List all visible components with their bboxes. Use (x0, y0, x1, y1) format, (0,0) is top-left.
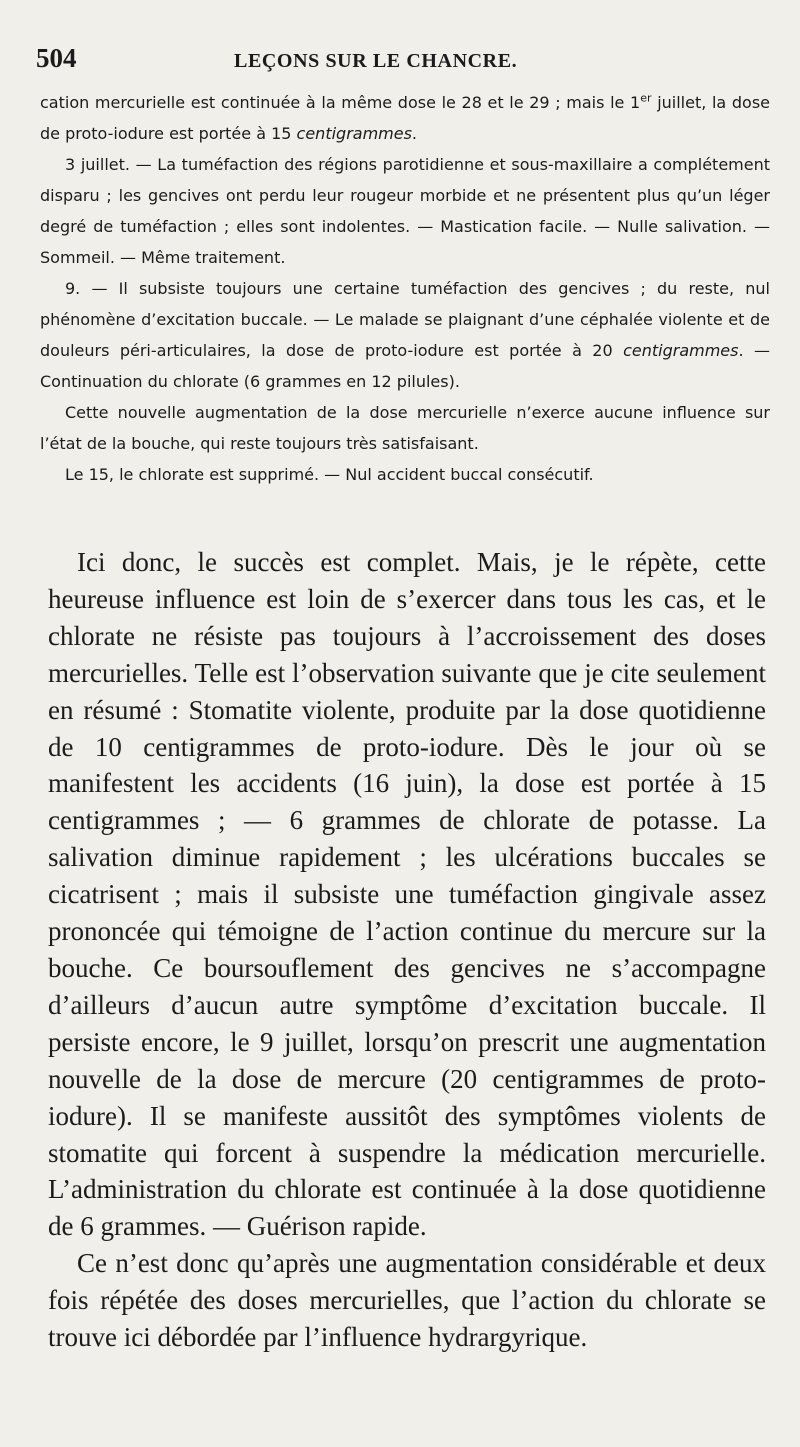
italic-term: centigrammes (296, 124, 412, 143)
ordinal-superscript: er (640, 91, 652, 105)
observation-paragraph-2: 3 juillet. — La tuméfaction des régions parotidienne et sous-maxillaire a complétement disparu ; les gencives ont perdu leur rougeur morbide et ne présentent plus qu’un léger degré de tuméfaction ; elles sont indolentes. — Mastication facile. — Nulle salivation. — Sommeil. — Même traitement. (40, 155, 770, 267)
observation-paragraph-3 (40, 273, 770, 397)
main-text (48, 544, 766, 1356)
observation-paragraph-1 (40, 87, 770, 149)
observation-text: juillet, la dose de proto-iodure est portée à 15 (40, 93, 771, 143)
observation-notes (40, 87, 770, 490)
italic-term: centigrammes (623, 341, 739, 360)
running-title: LEÇONS SUR LE CHANCRE. (234, 50, 518, 72)
body-paragraph-2: Ce n’est donc qu’après une augmentation considérable et deux fois répétée des doses mercurielles, que l’action du chlorate se trouve ici débordée par l’influence hydrargyrique. (48, 1248, 766, 1353)
observation-paragraph-4: Cette nouvelle augmentation de la dose mercurielle n’exerce aucune influence sur l’état de la bouche, qui reste toujours très satisfaisant. (40, 403, 770, 453)
observation-text: . (411, 124, 418, 143)
page-header (36, 42, 766, 82)
observation-text: 9. — Il subsiste toujours une certaine tuméfaction des gencives ; du reste, nul phénomène d’excitation buccale. — Le malade se plaignant d’une céphalée violente et de douleurs péri-articulaires, la dose de proto-iodure est portée à 20 (40, 279, 770, 360)
body-paragraph-1: Ici donc, le succès est complet. Mais, je le répète, cette heureuse influence est loin de s’exercer dans tous les cas, et le chlorate ne résiste pas toujours à l’accroissement des doses mercurielles. Telle est l’observation suivante que je cite seulement en résumé : Stomatite violente, produite par la dose quotidienne de 10 centigrammes de proto-iodure. Dès le jour où se manifestent les accidents (16 juin), la dose est portée à 15 centigrammes ; — 6 grammes de chlorate de potasse. La salivation diminue rapidement ; les ulcérations buccales se cicatrisent ; mais il subsiste une tuméfaction gingivale assez prononcée qui témoigne de l’action continue du mercure sur la bouche. Ce boursouflement des gencives ne s’accompagne d’ailleurs d’aucun autre symptôme d’excitation buccale. Il persiste encore, le 9 juillet, lorsqu’on prescrit une augmentation nouvelle de la dose de mercure (20 centigrammes de proto-iodure). Il se manifeste aussitôt des symptômes violents de stomatite qui forcent à suspendre la médication mercurielle. L’administration du chlorate est continuée à la dose quotidienne de 6 grammes. — Guérison rapide. (48, 547, 766, 1242)
page-number: 504 (36, 43, 77, 73)
observation-text: . — Continuation du chlorate (6 grammes en 12 pilules). (40, 341, 770, 391)
observation-text: cation mercurielle est continuée à la même dose le 28 et le 29 ; mais le 1 (40, 93, 641, 112)
observation-paragraph-5: Le 15, le chlorate est supprimé. — Nul accident buccal consécutif. (65, 465, 594, 484)
